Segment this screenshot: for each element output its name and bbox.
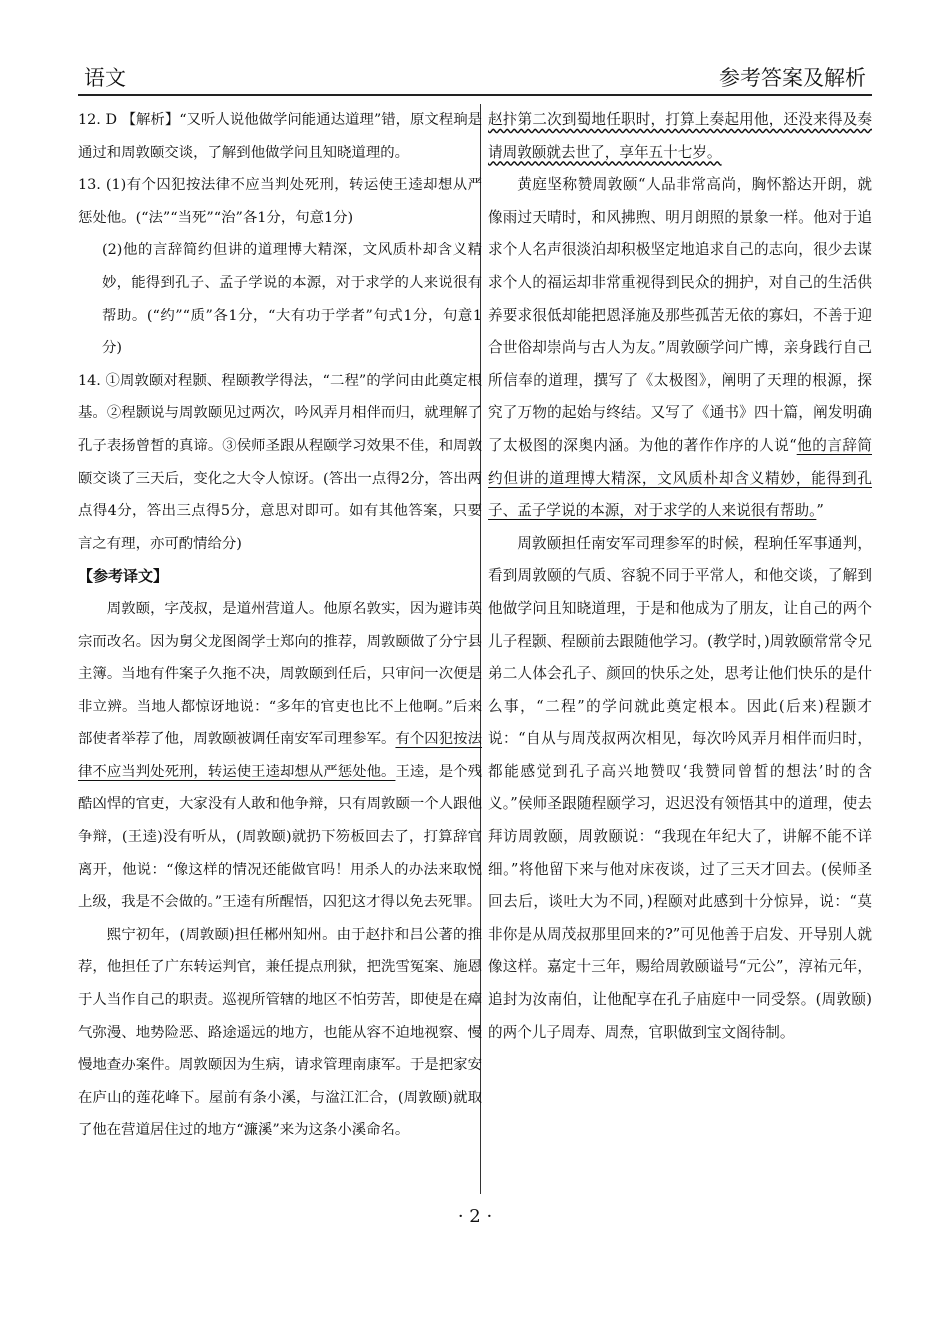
answer-14-number: 14.	[78, 372, 101, 389]
translation-p1-underlined: 有个囚犯按法律不应当判处死刑，转运使王逵却想从严惩处他。	[78, 731, 482, 780]
answer-13-number: 13.	[78, 177, 101, 194]
right-column	[488, 104, 872, 1049]
section-label: 参考答案及解析	[719, 66, 866, 90]
left-column	[78, 104, 482, 1147]
answer-14	[78, 365, 482, 561]
answer-12-text: D 【解析】“又听人说他做学问能通达道理”错，原文程珦是通过和周敦颐交谈，了解到他做学问且知晓道理的。	[78, 112, 483, 161]
translation-paragraph-1	[78, 593, 482, 919]
answer-13-part1-text: (1)有个囚犯按法律不应当判处死刑，转运使王逵却想从严惩处他。(“法”“当死”“治”各1分，句意1分)	[78, 177, 483, 226]
subject-label: 语文	[84, 66, 126, 90]
translation-p2-text: 熙宁初年，(周敦颐)担任郴州知州。由于赵抃和吕公著的推荐，他担任了广东转运判官，兼任提点刑狱，把洗雪冤案、施恩于人当作自己的职责。巡视所管辖的地区不怕劳苦，即使是在瘴气弥漫、地势险恶、路途遥远的地方，也能从容不迫地视察、慢慢地查办案件。周敦颐因为生病，请求管理南康军。于是把家安在庐山的莲花峰下。屋前有条小溪，与湓江汇合，(周敦颐)就取了他在营道居住过的地方“濂溪”来为这条小溪命名。	[78, 926, 482, 1139]
answer-13-part2: (2)他的言辞简约但讲的道理博大精深，文风质朴却含义精妙，能得到孔子、孟子学说的本源，对于求学的人来说很有帮助。(“约”“质”各1分，“大有功于学者”句式1分，句意1分)	[102, 242, 482, 357]
answer-12-number: 12.	[78, 112, 101, 128]
translation-paragraph-2	[78, 919, 482, 1147]
translation-p3-text: 黄庭坚称赞周敦颐“人品非常高尚，胸怀豁达开朗，就像雨过天晴时，和风拂煦、明月朗照的景象一样。他对于追求个人名声很淡泊却积极坚定地追求自己的志向，很少去谋求个人的福运却非常重视得到民众的拥护，对自己的生活供养要求很低却能把恩泽施及那些孤苦无依的寡妇，不善于迎合世俗却崇尚与古人为友。”周敦颐学问广博，亲身践行自己所信奉的道理，撰写了《太极图》，阐明了天理的根源，探究了万物的起始与终结。又写了《通书》四十篇，阐发明确了太极图的深奥内涵。为他的著作作序的人说“	[488, 176, 872, 454]
translation-paragraph-4: 周敦颐担任南安军司理参军的时候，程珦任军事通判，看到周敦颐的气质、容貌不同于平常人，和他交谈，了解到他做学问且知晓道理，于是和他成为了朋友，让自己的两个儿子程颢、程颐前去跟随他学习。(教学时，)周敦颐常常令兄弟二人体会孔子、颜回的快乐之处，思考让他们快乐的是什么事，“二程”的学问就此奠定根本。因此(后来)程颢才说：“自从与周茂叔两次相见，每次吟风弄月相伴而归时，都能感觉到孔子高兴地赞叹‘我赞同曾皙的想法’时的含义。”侯师圣跟随程颐学习，迟迟没有领悟其中的道理，使去拜访周敦颐，周敦颐说：“我现在年纪大了，讲解不能不详细。”将他留下来与他对床夜谈，过了三天才回去。(侯师圣回去后，谈吐大为不同，)程颐对此感到十分惊异，说：“莫非你是从周茂叔那里回来的?”可见他善于启发、开导别人就像这样。嘉定十三年，赐给周敦颐谥号“元公”，淳祐元年，追封为汝南伯，让他配享在孔子庙庭中一同受祭。(周敦颐)的两个儿子周寿、周焘，官职做到宝文阁待制。	[488, 534, 872, 1041]
answer-12	[78, 104, 482, 169]
answer-13-part1	[78, 169, 482, 234]
translation-title: 【参考译文】	[78, 567, 169, 586]
translation-p3-close-quote: ”	[816, 502, 824, 520]
translation-p1-text-cont: 王逵，是个残酷凶悍的官吏，大家没有人敢和他争辩，只有周敦颐一个人跟他争辩，(王逵)没有听从，(周敦颐)就扔下笏板回去了，打算辞官离开，他说：“像这样的情况还能做官吗！用杀人的办法来取悦上级，我是不会做的。”王逵有所醒悟，囚犯这才得以免去死罪。	[78, 763, 482, 911]
translation-p3-underlined: 他的言辞简约但讲的道理博大精深，文风质朴却含义精妙，能得到孔子、孟子学说的本源，对于求学的人来说很有帮助。	[488, 436, 872, 520]
translation-paragraph-2-cont	[488, 104, 872, 169]
translation-p2-wavy: 赵抃第二次到蜀地任职时，打算上奏起用他，还没来得及奏请周敦颐就去世了，享年五十七岁。	[488, 111, 872, 161]
page-header	[78, 60, 872, 96]
page-number: · 2 ·	[457, 1206, 493, 1227]
answer-14-text: ①周敦颐对程颢、程颐教学得法，“二程”的学问由此奠定根基。②程颢说与周敦颐见过两次，吟风弄月相伴而归，就理解了孔子表扬曾皙的真谛。③侯师圣跟从程颐学习效果不佳，和周敦颐交谈了三天后，变化之大令人惊讶。(答出一点得2分，答出两点得4分，答出三点得5分，意思对即可。如有其他答案，只要言之有理，亦可酌情给分)	[78, 372, 482, 552]
translation-p1-text: 周敦颐，字茂叔，是道州营道人。他原名敦实，因为避讳英宗而改名。因为舅父龙图阁学士郑向的推荐，周敦颐做了分宁县主簿。当地有件案子久拖不决，周敦颐到任后，只审问一次便是非立辨。当地人都惊讶地说：“多年的官吏也比不上他啊。”后来部使者举荐了他，周敦颐被调任南安军司理参军。	[78, 600, 482, 748]
translation-paragraph-3	[488, 169, 872, 528]
